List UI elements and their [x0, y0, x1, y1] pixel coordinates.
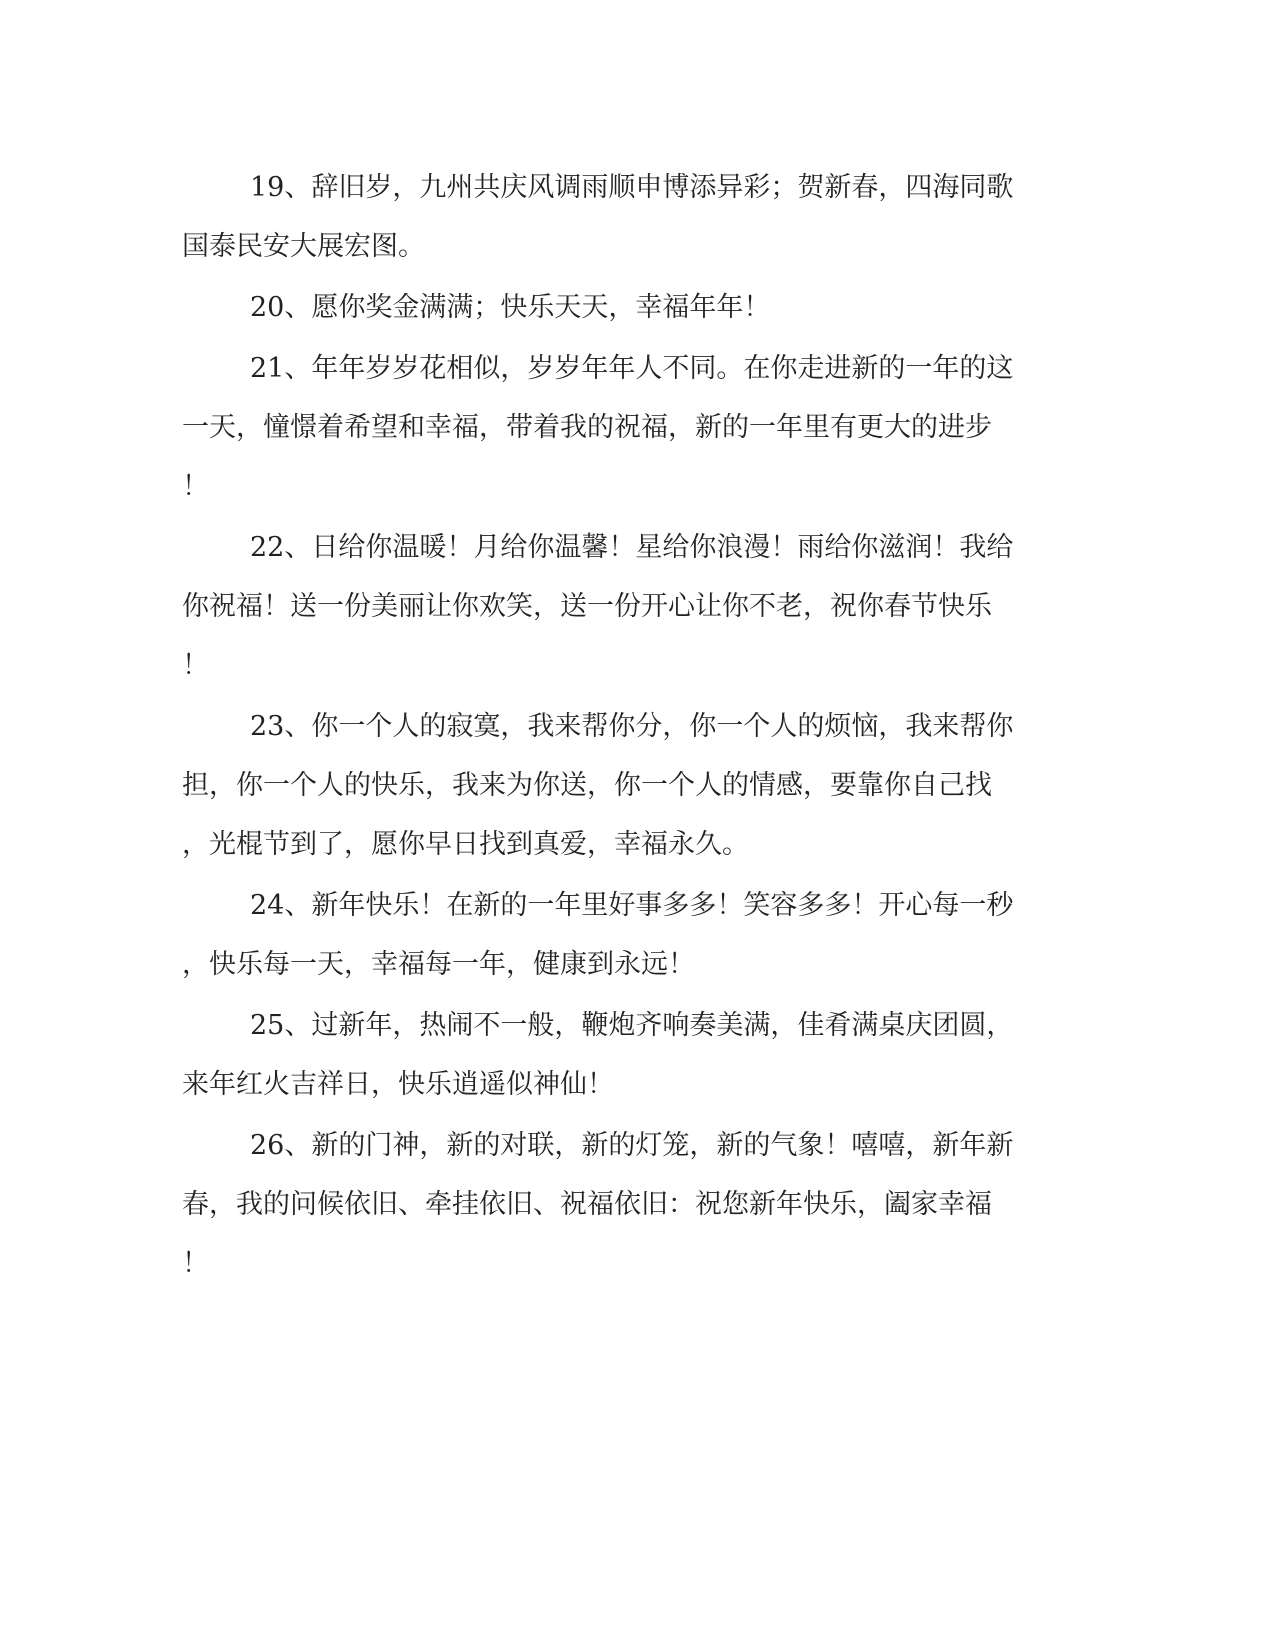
- paragraph-line: 24、新年快乐！在新的一年里好事多多！笑容多多！开心每一秒: [250, 890, 1014, 921]
- paragraph-21: [182, 339, 1032, 516]
- paragraph-line: ，光棍节到了，愿你早日找到真爱，幸福永久。: [182, 829, 749, 860]
- paragraph-line: 23、你一个人的寂寞，我来帮你分，你一个人的烦恼，我来帮你: [250, 711, 1014, 742]
- paragraph-line: 一天，憧憬着希望和幸福，带着我的祝福，新的一年里有更大的进步: [182, 412, 992, 443]
- paragraph-line: 20、愿你奖金满满；快乐天天，幸福年年！: [250, 292, 771, 323]
- paragraph-25: [182, 996, 1032, 1114]
- paragraph-23: [182, 697, 1032, 874]
- paragraph-line: 国泰民安大展宏图。: [182, 231, 425, 262]
- paragraph-line: 26、新的门神，新的对联，新的灯笼，新的气象！嘻嘻，新年新: [250, 1130, 1014, 1161]
- paragraph-26: [182, 1116, 1032, 1293]
- paragraph-line: ，快乐每一天，幸福每一年，健康到永远！: [182, 949, 695, 980]
- paragraph-line: 25、过新年，热闹不一般，鞭炮齐响奏美满，佳肴满桌庆团圆，: [250, 1010, 1014, 1041]
- paragraph-line: ！: [182, 471, 209, 502]
- paragraph-line: ！: [182, 650, 209, 681]
- paragraph-line: 21、年年岁岁花相似，岁岁年年人不同。在你走进新的一年的这: [250, 353, 1014, 384]
- paragraph-line: 22、日给你温暖！月给你温馨！星给你浪漫！雨给你滋润！我给: [250, 532, 1014, 563]
- paragraph-22: [182, 518, 1032, 695]
- document-body: [182, 158, 1032, 1295]
- paragraph-line: 春，我的问候依旧、牵挂依旧、祝福依旧：祝您新年快乐，阖家幸福: [182, 1189, 992, 1220]
- paragraph-line: 担，你一个人的快乐，我来为你送，你一个人的情感，要靠你自己找: [182, 770, 992, 801]
- paragraph-19: [182, 158, 1032, 276]
- paragraph-line: 你祝福！送一份美丽让你欢笑，送一份开心让你不老，祝你春节快乐: [182, 591, 992, 622]
- paragraph-20: [182, 278, 1032, 337]
- paragraph-24: [182, 876, 1032, 994]
- paragraph-line: 来年红火吉祥日，快乐逍遥似神仙！: [182, 1069, 614, 1100]
- paragraph-line: 19、辞旧岁，九州共庆风调雨顺申博添异彩；贺新春，四海同歌: [250, 172, 1014, 203]
- paragraph-line: ！: [182, 1248, 209, 1279]
